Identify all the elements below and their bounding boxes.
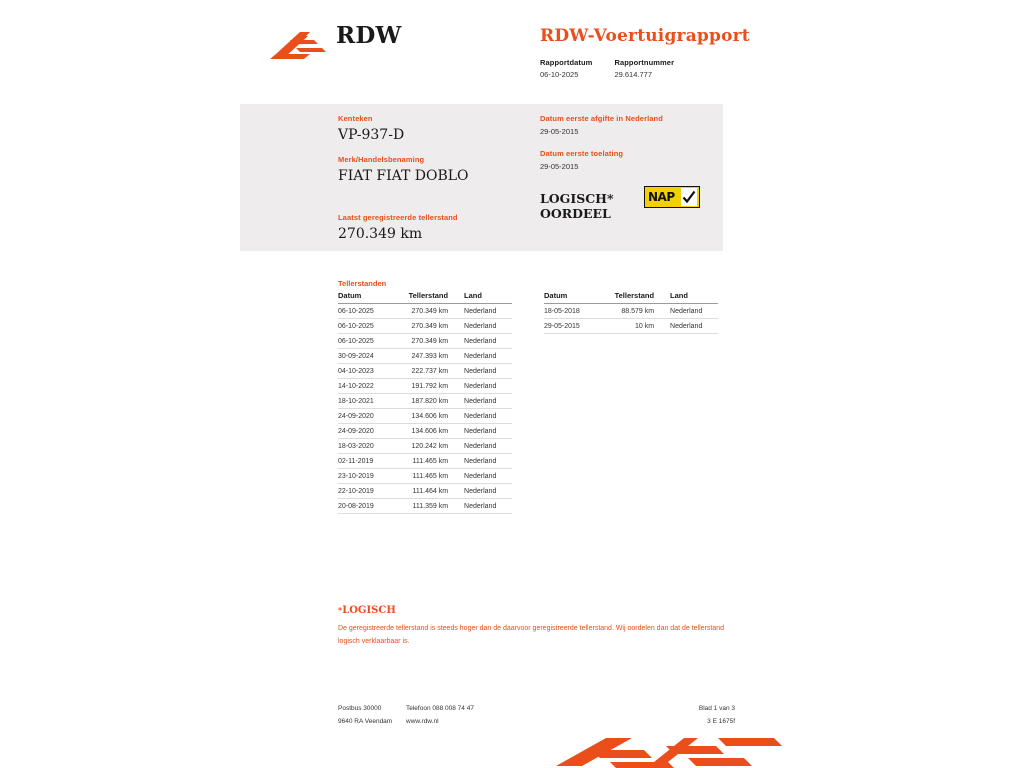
footer-page-number: Blad 1 van 3: [698, 705, 735, 712]
table-cell: 29-05-2015: [544, 319, 594, 334]
table-cell: 270.349 km: [388, 304, 458, 319]
table-cell: 18-10-2021: [338, 394, 388, 409]
table-cell: Nederland: [458, 424, 512, 439]
table-cell: 14-10-2022: [338, 379, 388, 394]
table-cell: 222.737 km: [388, 364, 458, 379]
table-cell: Nederland: [458, 499, 512, 514]
table-cell: 111.359 km: [388, 499, 458, 514]
table-cell: 134.606 km: [388, 409, 458, 424]
tellerstand-label: Laatst geregistreerde tellerstand: [338, 213, 458, 222]
table-cell: Nederland: [458, 364, 512, 379]
table-cell: 270.349 km: [388, 334, 458, 349]
footer-address: [338, 702, 403, 728]
eerste-toelating-label: Datum eerste toelating: [540, 149, 624, 158]
table-cell: Nederland: [458, 319, 512, 334]
table-cell: Nederland: [664, 304, 718, 319]
odometer-table-left: [338, 291, 512, 514]
tellerstand-block: [338, 213, 458, 242]
table-row: [544, 304, 718, 319]
table-cell: 06-10-2025: [338, 319, 388, 334]
verdict-line-2: OORDEEL: [540, 206, 611, 221]
table-row: [338, 349, 512, 364]
table-cell: 88.579 km: [594, 304, 664, 319]
table-cell: Nederland: [664, 319, 718, 334]
table-cell: Nederland: [458, 439, 512, 454]
table-row: [338, 424, 512, 439]
table-cell: 02-11-2019: [338, 454, 388, 469]
table-cell: Nederland: [458, 334, 512, 349]
table-cell: 191.792 km: [388, 379, 458, 394]
table-row: [338, 469, 512, 484]
table-row: [338, 334, 512, 349]
table-cell: Nederland: [458, 484, 512, 499]
table-cell: 06-10-2025: [338, 334, 388, 349]
odometer-table-right: [544, 291, 718, 334]
bottom-decoration-graphic: [548, 736, 788, 768]
report-date-block: [540, 58, 592, 79]
tellerstand-value: 270.349 km: [338, 226, 423, 242]
table-cell: Nederland: [458, 379, 512, 394]
panel-left-column: [338, 114, 533, 242]
table-header-row: [338, 291, 512, 304]
report-date-label: Rapportdatum: [540, 58, 593, 67]
footer-right: [660, 702, 735, 728]
col-land: Land: [458, 291, 512, 304]
table-cell: 06-10-2025: [338, 304, 388, 319]
col-land: Land: [664, 291, 718, 304]
table-cell: 187.820 km: [388, 394, 458, 409]
table-cell: 18-05-2018: [544, 304, 594, 319]
table-cell: Nederland: [458, 394, 512, 409]
col-tellerstand: Tellerstand: [594, 291, 664, 304]
report-meta: [540, 58, 674, 79]
table-cell: 04-10-2023: [338, 364, 388, 379]
page-title: RDW-Voertuigrapport: [540, 26, 750, 46]
verdict-line-1: LOGISCH*: [540, 191, 614, 206]
kenteken-value: VP-937-D: [338, 127, 405, 143]
footnote-title: [338, 605, 396, 616]
panel-notch-decoration: [240, 232, 262, 251]
footer-address-line2: 9640 RA Veendam: [338, 718, 393, 725]
table-cell: 120.242 km: [388, 439, 458, 454]
table-cell: 111.465 km: [388, 469, 458, 484]
panel-right-column: [540, 114, 720, 184]
table-cell: Nederland: [458, 349, 512, 364]
table-cell: 22-10-2019: [338, 484, 388, 499]
report-number-value: 29.614.777: [614, 70, 652, 79]
table-row: [338, 439, 512, 454]
rdw-arrow-decoration-icon: [548, 736, 788, 768]
table-row: [338, 379, 512, 394]
table-row: [338, 484, 512, 499]
table-cell: 30-09-2024: [338, 349, 388, 364]
eerste-toelating-value: 29-05-2015: [540, 162, 579, 171]
table-header-row: [544, 291, 718, 304]
eerste-afgifte-block: [540, 114, 720, 136]
footer-website[interactable]: www.rdw.nl: [406, 718, 439, 725]
kenteken-label: Kenteken: [338, 114, 373, 123]
odometer-left-body: [338, 304, 512, 514]
footnote-title-text: LOGISCH: [342, 605, 396, 616]
table-cell: 24-09-2020: [338, 424, 388, 439]
rdw-logo: [270, 22, 530, 68]
col-datum: Datum: [338, 291, 388, 304]
table-cell: Nederland: [458, 469, 512, 484]
table-cell: Nederland: [458, 304, 512, 319]
rdw-arrow-logo-icon: [270, 28, 328, 62]
table-row: [338, 394, 512, 409]
nap-badge-label: NAP: [648, 190, 675, 204]
table-row: [338, 409, 512, 424]
table-cell: 20-08-2019: [338, 499, 388, 514]
table-cell: 247.393 km: [388, 349, 458, 364]
report-number-block: [614, 58, 674, 79]
table-cell: Nederland: [458, 454, 512, 469]
footer-contact: [406, 702, 536, 728]
report-date-value: 06-10-2025: [540, 70, 579, 79]
nap-badge: [644, 186, 700, 208]
eerste-toelating-block: [540, 149, 720, 171]
table-cell: 111.465 km: [388, 454, 458, 469]
col-datum: Datum: [544, 291, 594, 304]
eerste-afgifte-value: 29-05-2015: [540, 127, 579, 136]
table-cell: 24-09-2020: [338, 409, 388, 424]
footer-phone: Telefoon 088 008 74 47: [406, 705, 474, 712]
footnote-star: *: [338, 605, 343, 615]
report-number-label: Rapportnummer: [614, 58, 675, 67]
table-cell: 270.349 km: [388, 319, 458, 334]
logo-wordmark: RDW: [336, 22, 402, 49]
eerste-afgifte-label: Datum eerste afgifte in Nederland: [540, 114, 663, 123]
kenteken-block: [338, 114, 533, 143]
table-cell: 18-03-2020: [338, 439, 388, 454]
table-cell: 134.606 km: [388, 424, 458, 439]
footer-code: 3 E 1675f: [707, 718, 735, 725]
table-row: [544, 319, 718, 334]
footnote-body: De geregistreerde tellerstand is steeds hoger dan de daarvoor geregistreerde tellerstand. Wij oordelen dan dat de tellerstand logisch verklaarbaar is.: [338, 625, 725, 645]
table-row: [338, 304, 512, 319]
verdict-text: [540, 191, 614, 221]
table-row: [338, 364, 512, 379]
col-tellerstand: Tellerstand: [388, 291, 458, 304]
footer-address-line1: Postbus 30000: [338, 705, 382, 712]
table-cell: Nederland: [458, 409, 512, 424]
table-row: [338, 454, 512, 469]
table-cell: 23-10-2019: [338, 469, 388, 484]
merk-value: FIAT FIAT DOBLO: [338, 168, 469, 184]
merk-label: Merk/Handelsbenaming: [338, 155, 425, 164]
table-cell: 10 km: [594, 319, 664, 334]
merk-block: [338, 155, 533, 184]
check-icon: [681, 188, 697, 206]
table-cell: 111.464 km: [388, 484, 458, 499]
odometer-table-title: Tellerstanden: [338, 279, 387, 288]
odometer-right-body: [544, 304, 718, 334]
table-row: [338, 319, 512, 334]
table-row: [338, 499, 512, 514]
